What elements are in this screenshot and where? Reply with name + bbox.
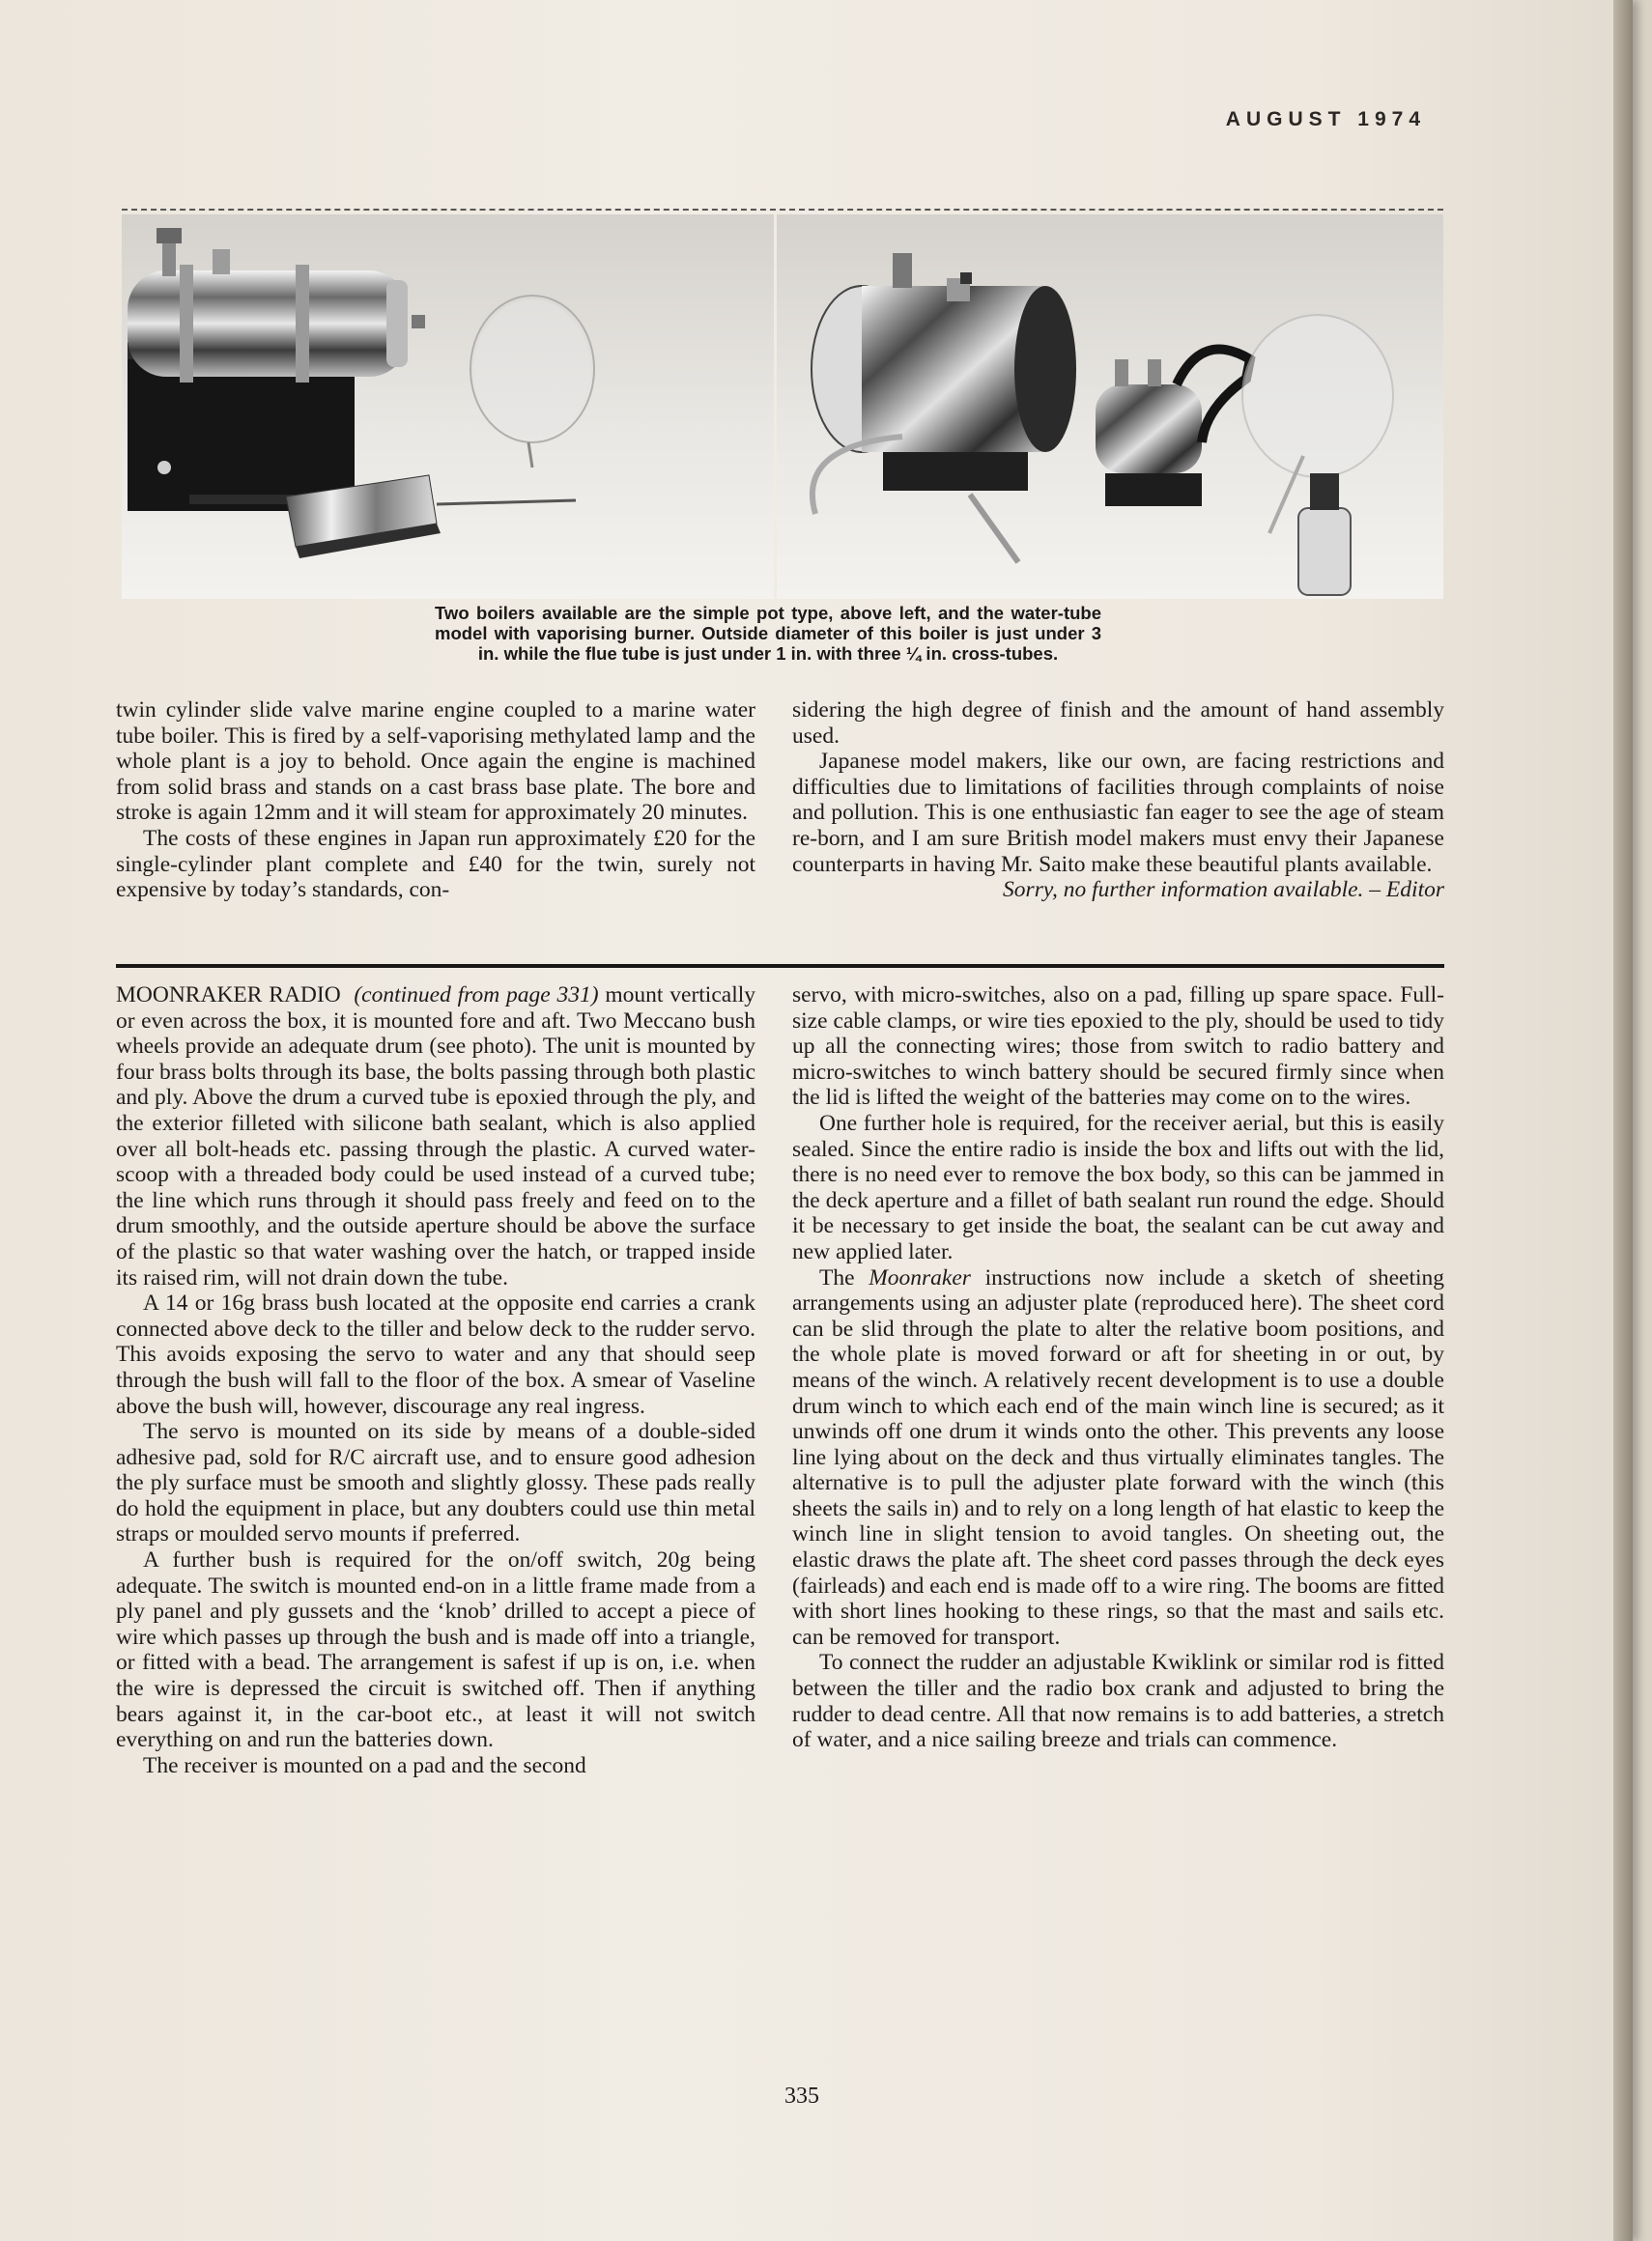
- article-paragraph: twin cylinder slide valve marine engine coupled to a marine water tube boiler. This is fired by a self-vaporising methylated lamp and the whole plant is a joy to behold. Once again the engine is machined from solid brass and stands on a cast brass base plate. The bore and stroke is again 12mm and it will steam for approximately 20 minutes.: [116, 697, 755, 826]
- article-paragraph: servo, with micro-switches, also on a pad, filling up spare space. Full-size cable clamps, or wire ties epoxied to the ply, should be used to tidy up all the connecting wires; those from switch to radio battery and micro-switches to winch battery should be secured firmly since when the lid is lifted the weight of the batteries may come on to the wires.: [792, 982, 1444, 1111]
- article-paragraph: sidering the high degree of finish and the amount of hand assembly used.: [792, 697, 1444, 749]
- page-edge: [1613, 0, 1633, 2241]
- editor-note: Sorry, no further information available. – Editor: [1003, 877, 1444, 903]
- boat-name: Moonraker: [869, 1264, 971, 1291]
- photo-pot-boiler: [122, 214, 774, 599]
- article-paragraph: The servo is mounted on its side by means of a double-sided adhesive pad, sold for R/C aircraft use, and to ensure good adhesion the ply surface must be smooth and slightly glossy. These pads really do hold the equipment in place, but any doubters could use thin metal straps or moulded servo mounts if preferred.: [116, 1419, 755, 1547]
- photo-water-tube-boiler: [777, 214, 1443, 599]
- photo-top-rule: [122, 209, 1443, 211]
- article-paragraph: [792, 1265, 1444, 1651]
- article-paragraph: To connect the rudder an adjustable Kwiklink or similar rod is fitted between the tiller and the radio box crank and adjusted to bring the rudder to dead centre. All that now remains is to add batteries, a stretch of water, and a nice sailing breeze and trials can commence.: [792, 1650, 1444, 1753]
- article-top-left-column: [116, 697, 755, 903]
- water-tube-boiler-illustration: [777, 214, 1443, 599]
- moonraker-lead: [116, 982, 755, 1291]
- moonraker-right-column: [792, 982, 1444, 1753]
- paragraph-lead: The: [819, 1264, 855, 1291]
- section-divider: [116, 964, 1444, 968]
- page-number: 335: [784, 2084, 819, 2109]
- article-top-right-column: [792, 697, 1444, 903]
- moonraker-heading: MOONRAKER RADIO: [116, 982, 341, 1007]
- photo-caption: Two boilers available are the simple pot type, above left, and the water-tube model with vaporising burner. Outside diameter of this boiler is just under 3 in. while the flue tube is just under 1 in. with three ¼ in. cross-tubes.: [435, 603, 1101, 664]
- pot-boiler-illustration: [122, 214, 774, 599]
- article-paragraph: mount vertically or even across the box, it is mounted fore and aft. Two Meccano bush wheels provide an adequate drum (see photo). The unit is mounted by four brass bolts through its base, the bolts passing through both plastic and ply. Above the drum a curved tube is epoxied through the ply, and the exterior filleted with silicone bath sealant, which is also applied over all bolt-heads etc. passing through the plastic. A curved water-scoop with a threaded body could be used instead of a curved tube; the line which runs through it should pass freely and feed on to the drum smoothly, and the outside aperture should be above the surface of the plastic so that water washing over the hatch, or trapped inside its raised rim, will not drain down the tube.: [116, 982, 756, 1291]
- paragraph-body: instructions now include a sketch of sheeting arrangements using an adjuster plate (reproduced here). The sheet cord can be slid through the plate to alter the relative boom positions, and the whole plate is moved forward or aft for sheeting in or out, by means of the winch. A relatively recent development is to use a double drum winch to which each end of the main winch line is secured; as it unwinds off one drum it winds onto the other. This prevents any loose line lying about on the deck and thus virtually eliminates tangles. The alternative is to pull the adjuster plate forward with the winch (this sheets the sails in) and to rely on a long length of hat elastic to keep the winch line in slight tension to avoid tangles. On sheeting out, the elastic draws the plate aft. The sheet cord passes through the deck eyes (fairleads) and each end is made off to a wire ring. The booms are fitted with short lines hooking to these rings, so that the mast and sails etc. can be removed for transport.: [792, 1264, 1445, 1650]
- article-paragraph: The receiver is mounted on a pad and the second: [143, 1752, 586, 1778]
- moonraker-left-column: [116, 982, 755, 1778]
- continued-note: (continued from page 331): [354, 982, 599, 1007]
- article-paragraph: The costs of these engines in Japan run approximately £20 for the single-cylinder plant complete and £40 for the twin, surely not expensive by today’s standards, con-: [116, 825, 755, 903]
- article-paragraph: A further bush is required for the on/off switch, 20g being adequate. The switch is mounted end-on in a little frame made from a ply panel and ply gussets and the ‘knob’ drilled to accept a piece of wire which passes up through the bush and is made off into a triangle, or fitted with a bead. The arrangement is safest if up is on, i.e. when the wire is depressed the circuit is switched off. Then if anything bears against it, in the car-boot etc., at least it will not switch everything on and run the batteries down.: [116, 1547, 755, 1753]
- article-paragraph: One further hole is required, for the receiver aerial, but this is easily sealed. Since the entire radio is inside the box and lifts out with the lid, there is no need ever to remove the box body, so this can be jammed in the deck aperture and a fillet of bath sealant run round the edge. Should it be necessary to get inside the boat, the sealant can be cut away and new applied later.: [792, 1110, 1444, 1264]
- article-paragraph: Japanese model makers, like our own, are facing restrictions and difficulties due to limitations of facilities through complaints of noise and pollution. This is one enthusiastic fan eager to see the age of steam re-born, and I am sure British model makers must envy their Japanese counterparts in having Mr. Saito make these beautiful plants available.: [792, 749, 1444, 877]
- issue-date: AUGUST 1974: [1225, 108, 1426, 130]
- article-paragraph: A 14 or 16g brass bush located at the opposite end carries a crank connected above deck to the tiller and below deck to the rudder servo. This avoids exposing the servo to water and any that should seep through the bush will fall to the floor of the box. A smear of Vaseline above the bush will, however, discourage any real ingress.: [116, 1291, 755, 1419]
